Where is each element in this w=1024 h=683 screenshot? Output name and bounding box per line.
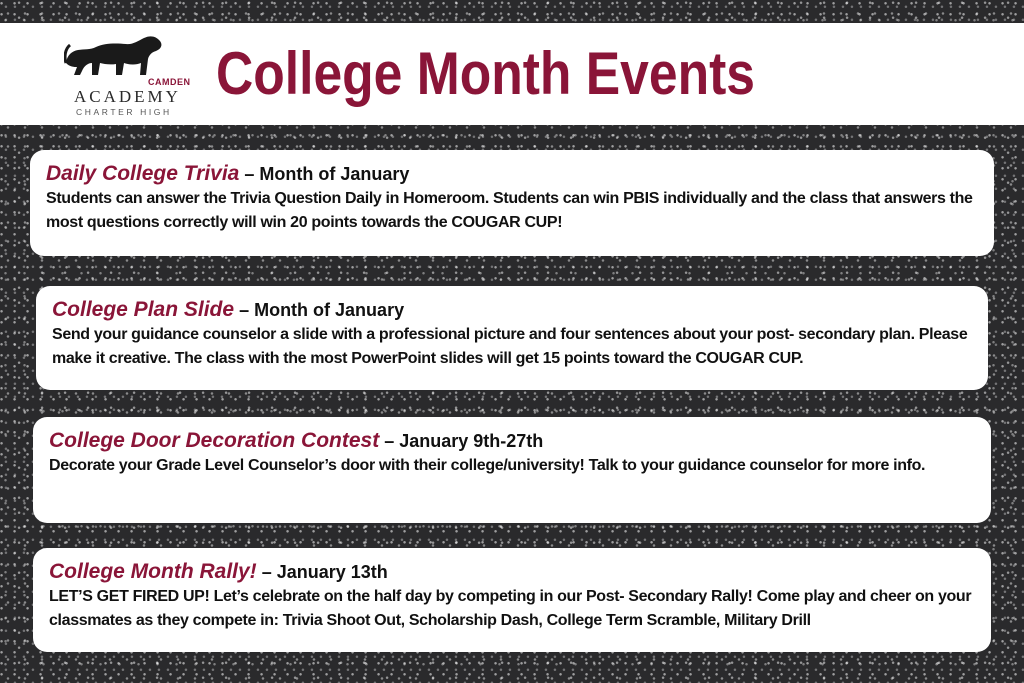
event-card-college-month-rally xyxy=(33,548,991,652)
logo-camden-text: CAMDEN xyxy=(148,77,191,87)
header-banner xyxy=(0,23,1024,125)
event-name: College Plan Slide xyxy=(52,298,235,321)
event-description: Send your guidance counselor a slide with a professional picture and four sentences about your post- secondary plan. Please make it creative. The class with the most PowerPoint slides will get 15 points toward the COUGAR CUP. xyxy=(52,326,968,367)
page-title: College Month Events xyxy=(216,40,755,107)
event-date: – January 13th xyxy=(256,562,388,582)
event-description: Decorate your Grade Level Counselor’s door with their college/university! Talk to your guidance counselor for more info. xyxy=(49,457,926,474)
logo-academy-text: ACADEMY xyxy=(74,87,181,106)
event-description: Students can answer the Trivia Question Daily in Homeroom. Students can win PBIS individually and the class that answers the most questions correctly will win 20 points towards the COUGAR CUP! xyxy=(46,190,973,231)
event-date: – Month of January xyxy=(234,300,405,320)
event-name: College Door Decoration Contest xyxy=(49,429,380,452)
cougar-icon xyxy=(64,33,164,79)
event-description: LET’S GET FIRED UP! Let’s celebrate on the half day by competing in our Post- Secondary Rally! Come play and cheer on your classmates as they compete in: Trivia Shoot Out, Scholarship Dash, College Term Scramble, Military Drill xyxy=(49,588,972,629)
event-date: – January 9th-27th xyxy=(379,431,544,451)
school-logo xyxy=(62,33,192,119)
event-card-college-plan-slide xyxy=(36,286,988,390)
event-name: College Month Rally! xyxy=(49,560,257,583)
event-name: Daily College Trivia xyxy=(46,162,240,185)
event-card-daily-trivia xyxy=(30,150,994,256)
logo-charter-text: CHARTER HIGH xyxy=(76,107,172,117)
event-card-door-decoration-contest xyxy=(33,417,991,523)
event-date: – Month of January xyxy=(239,164,410,184)
